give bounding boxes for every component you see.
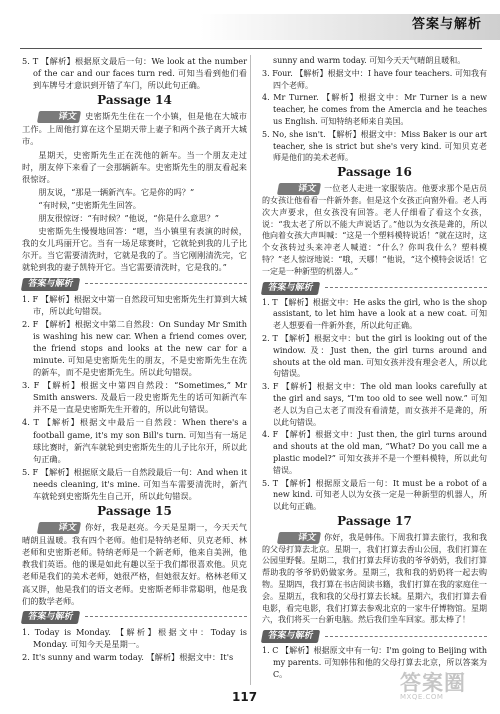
translation-tag: 译文 (277, 532, 321, 544)
answer-item: 3. Four. 【解析】根据文中：I have four teachers. 可知我有四个老师。 (262, 68, 487, 90)
left-column (22, 55, 247, 664)
translation-paragraph: “有时候，”史密斯先生回答。 (38, 199, 141, 210)
page-header (0, 0, 500, 52)
answer-item: 5. No, she isn't. 【解析】根据文中：Miss Baker is our art teacher, she is strict but she's very kind. 可知贝克老师是他们的美术老师。 (262, 129, 487, 163)
watermark-url: MXQE.COM (400, 693, 444, 702)
translation-tag: 译文 (277, 183, 321, 195)
translation-paragraph (262, 532, 487, 627)
passage-14-title: Passage 14 (97, 93, 172, 108)
answer-tag: 答案与解析 (21, 611, 80, 624)
translation-text: 你好，我是赵亮。今天是星期一，今天天气晴朗且温暖。我有四个老师。他们是特纳老师、贝克老师、林老师和史密斯老师。特纳老师是一个新老师，他来自美洲，他教我们英语。他的课是如此有趣以至于我们都很喜欢他。贝克老师是我们的美术老师，她很严格，但她很友好。格林老师又高又胖，他是我们的语文老师。史密斯老师非常聪明，他是我们的数学老师。 (22, 522, 247, 606)
answer-item: 2. F 【解析】根据文中第二自然段：On Sunday Mr Smith is washing his new car. When a friend comes over, the friend stops and looks at the new car for a minute. 可知是史密斯先生的朋友，不是史密斯先生在洗的新车，而不是史密斯先生。所以此句错误。 (22, 318, 247, 378)
translation-paragraph: 史密斯先生慢慢地回答：“嗯，当小镇里有表演的时候，我的女儿玛丽开它。当有一场足球赛时，它就轮到我的儿子比尔开。当它需要清洗时，它就是我的了。当它刚刚清洗完，它就轮到我的妻子凯特开它。当它需要清洗时，它是我的。” (22, 226, 247, 273)
answer-tag: 答案与解析 (21, 278, 80, 291)
answer-item: 5. T 【解析】根据原文最后一句：We look at the number of the car and our faces turn red. 可知当看到他们看到车牌号才意识到开错了车门，所以此句正确。 (22, 56, 247, 91)
translation-text: 你好，我是韩伟。下周我打算去旅行，我和我的父母打算去北京。星期一，我们打算去香山公园，我们打算在公园里野餐。星期二，我们打算去拜访我的爷爷奶奶，我们打算帮助我的爷爷奶奶做家务。星期三，我和我的奶奶将一起去购物。星期四，我打算在书店阅读书籍，我们打算在我的家庭住一会。星期五，我和我的父母打算去长城。星期六，我们打算去看电影，看完电影，我们打算去参观北京的一家牛仔博物馆。星期六，我们将买一台新电脑。然后我们坐车回家。那太棒了！ (262, 532, 487, 625)
answer-item: 4. F 【解析】根据文中：Just then, the girl turns around and shouts at the old man, “What? Do you call me a plastic model?” 可知女孩并不是一个塑料模特，所以此句错误。 (262, 430, 487, 475)
dashed-rule (85, 616, 247, 617)
answer-item: 1. F 【解析】根据文中第一自然段可知史密斯先生打算到大城市，所以此句错误。 (22, 293, 247, 316)
dashed-rule (325, 636, 487, 637)
passage-16-title: Passage 16 (337, 165, 412, 180)
answer-tag: 答案与解析 (261, 630, 320, 643)
answer-item: 4. T 【解析】根据文中最后一自然段：When there's a football game, it's my son Bill's turn. 可知当有一场足球比赛时，新汽车就轮到史密斯先生的儿子比尔开，所以此句正确。 (22, 417, 247, 464)
answer-item: 4. Mr Turner. 【解析】根据文中：Mr Turner is a new teacher, he comes from the Amercia and he teaches us English. 可知特纳老师来自美国。 (262, 93, 487, 126)
translation-paragraph: 朋友很惊讶：“有时候？”他说，“你是什么意思？” (38, 213, 219, 224)
answer-item: 1. T 【解析】根据文中：He asks the girl, who is the shop assistant, to let him have a look at a new coat. 可知老人想要看一件新外套，所以此句正确。 (262, 297, 487, 331)
translation-paragraph: 星期天，史密斯先生正在洗他的新车。当一个朋友走过时，朋友停下来看了一会那辆新车。史密斯先生的朋友看起来很惊讶。 (22, 149, 247, 184)
answer-item: 2. It's sunny and warm today. 【解析】根据文中：It's (22, 651, 234, 662)
answer-section-header (22, 275, 247, 293)
dashed-rule (85, 283, 247, 284)
answer-item: 3. F 【解析】根据文中：The old man looks carefully at the girl and says, “I'm too old to see well now.” 可知老人以为自己太老了而没有看清楚，而女孩并不是聋的，所以此句错误。 (262, 382, 487, 427)
answer-section-header (22, 608, 247, 626)
passage-17-title: Passage 17 (337, 513, 412, 528)
watermark-text: 答案圈 (400, 671, 466, 695)
header-rule (20, 48, 482, 49)
dashed-rule (325, 287, 487, 288)
answer-item: 5. T 【解析】根据原文最后一句：It must be a robot of a new kind. 可知老人以为女孩一定是一种新型的机器人，所以此句正确。 (262, 478, 487, 512)
header-title: 答案与解析 (411, 17, 482, 32)
translation-text: 史密斯先生住在一个小镇，但是他在大城市工作。上周他打算在这个星期天带上妻子和两个孩子离开大城市。 (22, 111, 247, 147)
translation-tag: 译文 (37, 111, 82, 123)
column-divider (250, 55, 251, 685)
answer-item: 3. F 【解析】根据文中第四自然段：“Sometimes,” Mr Smith answers. 及最后一段史密斯先生的话可知新汽车并不是一直是史密斯先生开着的，所以此句错误。 (22, 380, 247, 415)
answer-tag: 答案与解析 (261, 282, 320, 295)
answer-item: 5. F 【解析】根据原文最后一自然段最后一句：And when it needs cleaning, it's mine. 可知当车需要清洗时，新汽车就轮到史密斯先生自己开，所以此句错误。 (22, 466, 247, 501)
translation-paragraph (262, 183, 487, 278)
right-column (262, 55, 487, 682)
translation-paragraph: 朋友说，“那是一辆新汽车。它是你的吗？” (38, 186, 195, 197)
passage-15-title: Passage 15 (97, 504, 172, 519)
page-number: 117 (232, 690, 258, 704)
answer-section-header (262, 279, 487, 297)
translation-paragraph (22, 521, 247, 607)
translation-paragraph (22, 110, 247, 147)
answer-item: 1. C 【解析】根据原文中有一句：I'm going to Beijing with my parents. 可知韩伟和他的父母打算去北京，所以答案为 C。 (262, 646, 487, 679)
translation-tag: 译文 (37, 522, 82, 534)
answer-item: 1. Today is Monday. 【解析】根据文中：Today is Monday. 可知今天是星期一。 (22, 626, 247, 649)
translation-text: 一位老人走进一家服装店。他要求那个是店员的女孩让他看看一件新外套。但是这个女孩正向窗外看。老人再次大声要求，但女孩没有回答。老人仔细看了看这个女孩，说：“我太老了所以不能大声说话了。”他以为女孩是聋的，所以他向着女孩大声叫喊：“这是一个塑料模特说话！”就在这时，这个女孩转过头来冲老人喊道：“什么？你叫我什么？塑料模特？”老人惊讶地说：“哦，天哪！”他说，“这个模特会说话！它一定是一种新型的机器人。” (262, 183, 487, 276)
answer-item-continued: sunny and warm today. 可知今天天气晴朗且暖和。 (273, 56, 466, 65)
watermark-logo (400, 671, 492, 712)
answer-item: 2. T 【解析】根据文中：but the girl is looking out of the window. 及：Just then, the girl turns around and shouts at the old man. 可知女孩并没有理会老人，所以此句错误。 (262, 333, 487, 379)
answer-section-header (262, 627, 487, 645)
